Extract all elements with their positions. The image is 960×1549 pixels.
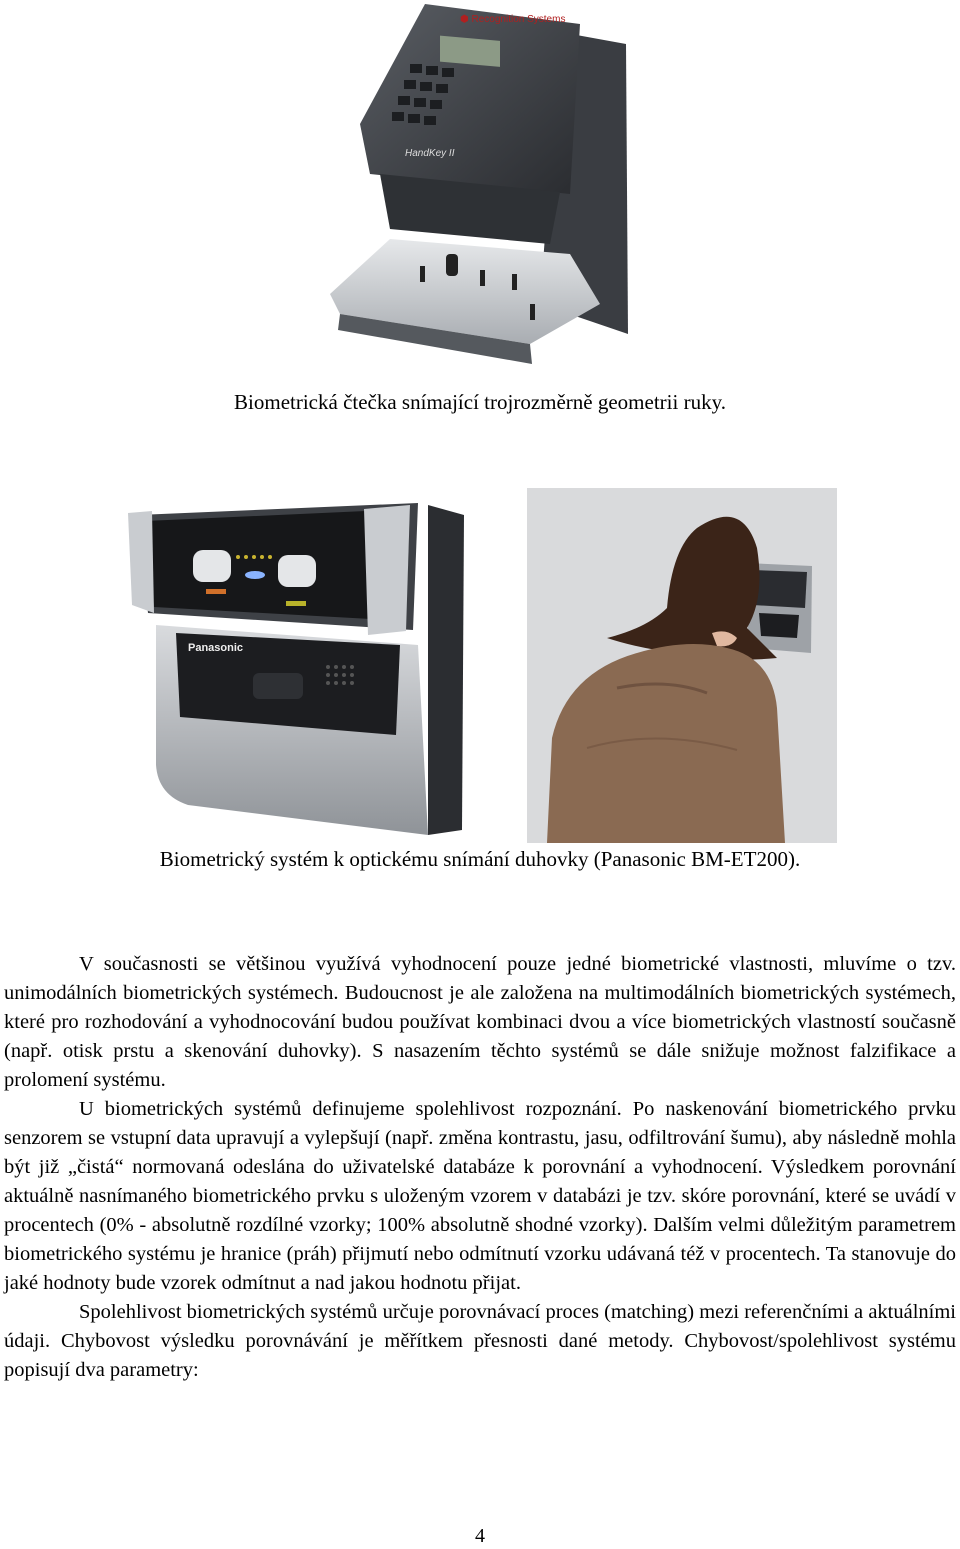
svg-text:⬢ Recognition Systems: ⬢ Recognition Systems: [460, 14, 566, 25]
scanner-brand: Panasonic: [188, 642, 244, 654]
paragraph: U biometrických systémů definujeme spolehlivost rozpoznání. Po naskenování biometrického prvku senzorem se vstupní data upravují a vylepšují (např. změna kontrastu, jasu, odfiltrování šumu), aby následně mohla být již „čistá“ normovaná odeslána do uživatelské databáze k porovnání a vyhodnocení. Výsledkem porovnání aktuálně nasnímaného biometrického prvku s uloženým vzorem v databázi je tzv. skóre porovnání, které se uvádí v procentech (0% - absolutně rozdílné vzorky; 100% absolutně shodné vzorky). Dalším velmi důležitým parametrem biometrického systému je hranice (práh) přijmutí nebo odmítnutí vzorku udávaná též v procentech. Ta stanovuje do jaké hodnoty bude vzorek odmítnut a nad jakou hodnotu přijat.: [4, 1098, 956, 1294]
figure-caption-hand-reader: Biometrická čtečka snímající trojrozměrně geometrii ruky.: [234, 390, 726, 414]
iris-scanner-image: [128, 495, 468, 840]
paragraph: Spolehlivost biometrických systémů určuje porovnávací proces (matching) mezi referenčními a aktuálními údaji. Chybovost výsledku porovnávání je měřítkem přesnosti dané metody. Chybovost/spolehlivost systému popisují dva parametry:: [4, 1301, 956, 1381]
hand-geometry-reader-image: [330, 4, 630, 364]
page-number: 4: [475, 1525, 485, 1547]
paragraph: V současnosti se většinou využívá vyhodnocení pouze jedné biometrické vlastnosti, mluvíme o tzv. unimodálních biometrických systémech. Budoucnost je ale založena na multimodálních biometrických systémech, které pro rozhodování a vyhodnocování budou používat kombinaci dvou a více biometrických vlastností současně (např. otisk prstu a skenování duhovky). S nasazením těchto systémů se dále snižuje možnost falzifikace a prolomení systému.: [4, 953, 956, 1091]
figure-caption-iris-scanner: Biometrický systém k optickému snímání duhovky (Panasonic BM-ET200).: [159, 847, 801, 871]
woman-using-scanner-photo: [527, 488, 837, 843]
body-text: [4, 950, 956, 1385]
device-brand: HandKey II: [405, 148, 455, 159]
